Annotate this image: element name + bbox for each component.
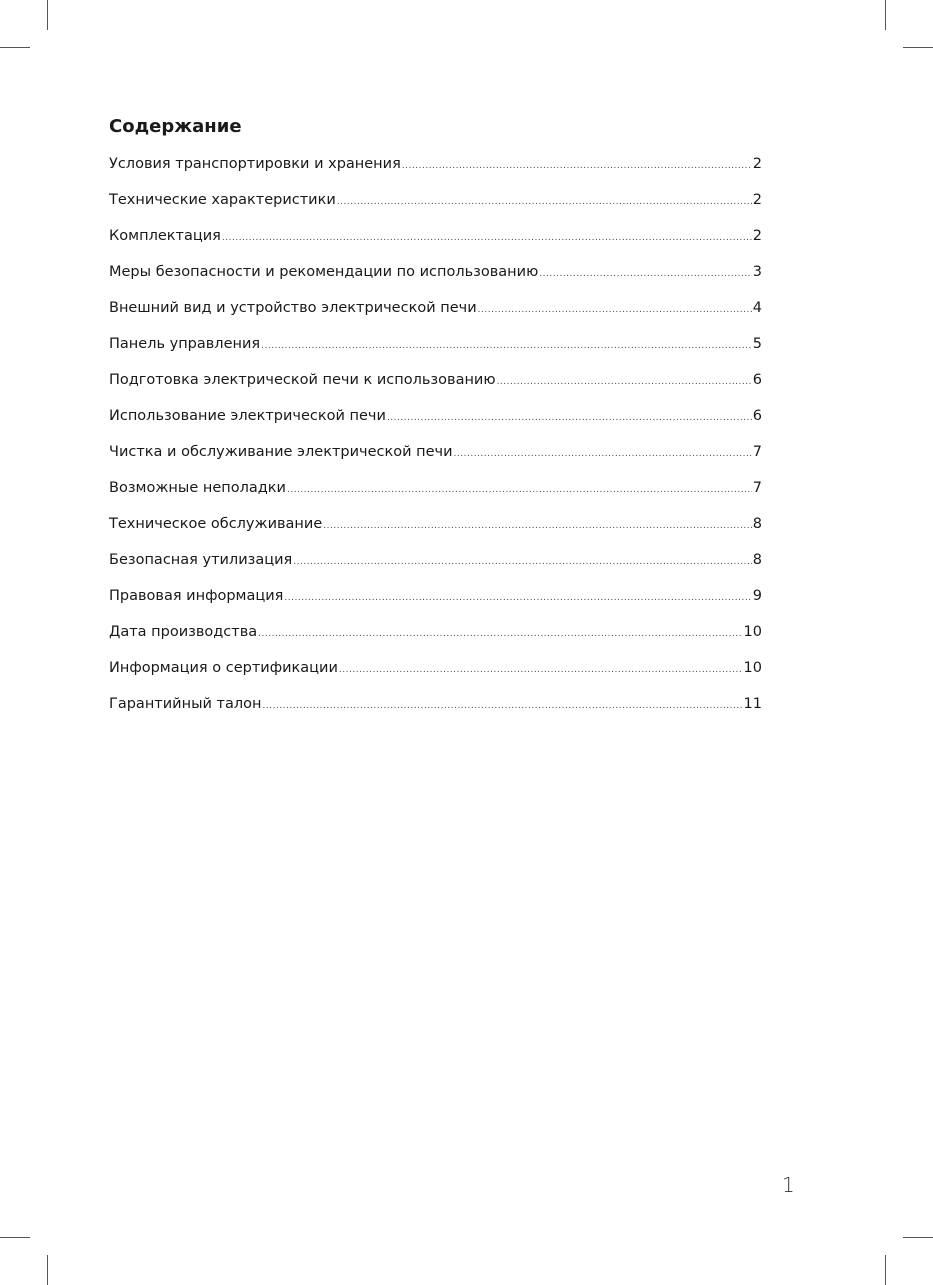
toc-dot-leader <box>263 694 743 718</box>
toc-entry-label: Меры безопасности и рекомендации по использованию <box>109 264 539 280</box>
toc-entry-label: Комплектация <box>109 228 221 244</box>
toc-entry[interactable] <box>109 296 762 332</box>
toc-dot-leader <box>293 550 752 574</box>
toc-entry-page: 2 <box>752 156 762 172</box>
toc-entry[interactable] <box>109 368 762 404</box>
toc-entry-page: 6 <box>752 408 762 424</box>
toc-entry-page: 3 <box>752 264 762 280</box>
toc-entry[interactable] <box>109 620 762 656</box>
crop-mark-top-right-vertical <box>885 0 886 30</box>
toc-list <box>109 152 762 728</box>
crop-mark-bottom-left-vertical <box>47 1255 48 1285</box>
toc-entry-page: 8 <box>752 552 762 568</box>
toc-dot-leader <box>222 226 752 250</box>
toc-entry-label: Техническое обслуживание <box>109 516 323 532</box>
toc-entry[interactable] <box>109 692 762 728</box>
toc-entry[interactable] <box>109 188 762 224</box>
toc-entry-label: Технические характеристики <box>109 192 336 208</box>
toc-entry-page: 5 <box>752 336 762 352</box>
toc-entry[interactable] <box>109 152 762 188</box>
page-number: 1 <box>782 1173 795 1197</box>
toc-entry-label: Возможные неполадки <box>109 480 286 496</box>
toc-dot-leader <box>454 442 752 466</box>
toc-entry-label: Безопасная утилизация <box>109 552 293 568</box>
toc-dot-leader <box>284 586 751 610</box>
toc-title: Содержание <box>109 116 242 137</box>
toc-entry-label: Гарантийный талон <box>109 696 262 712</box>
toc-entry-page: 10 <box>743 660 762 676</box>
toc-dot-leader <box>323 514 752 538</box>
toc-entry[interactable] <box>109 440 762 476</box>
toc-dot-leader <box>539 262 751 286</box>
toc-entry-label: Дата производства <box>109 624 258 640</box>
toc-dot-leader <box>337 190 752 214</box>
toc-entry[interactable] <box>109 656 762 692</box>
crop-mark-bottom-right-horizontal <box>903 1237 933 1238</box>
crop-mark-top-left-vertical <box>47 0 48 30</box>
toc-entry[interactable] <box>109 584 762 620</box>
toc-entry-label: Информация о сертификации <box>109 660 338 676</box>
toc-entry-page: 11 <box>743 696 762 712</box>
toc-entry-label: Условия транспортировки и хранения <box>109 156 401 172</box>
toc-dot-leader <box>339 658 743 682</box>
toc-entry[interactable] <box>109 224 762 260</box>
toc-entry-label: Использование электрической печи <box>109 408 386 424</box>
toc-entry-page: 2 <box>752 192 762 208</box>
toc-entry-page: 7 <box>752 444 762 460</box>
toc-dot-leader <box>497 370 752 394</box>
toc-entry-page: 10 <box>743 624 762 640</box>
toc-entry[interactable] <box>109 512 762 548</box>
toc-entry-page: 8 <box>752 516 762 532</box>
toc-entry-label: Правовая информация <box>109 588 284 604</box>
toc-entry[interactable] <box>109 404 762 440</box>
toc-dot-leader <box>261 334 752 358</box>
toc-entry-page: 4 <box>752 300 762 316</box>
crop-mark-top-right-horizontal <box>903 47 933 48</box>
toc-dot-leader <box>287 478 752 502</box>
toc-entry-page: 6 <box>752 372 762 388</box>
toc-entry[interactable] <box>109 476 762 512</box>
toc-entry-label: Чистка и обслуживание электрической печи <box>109 444 453 460</box>
toc-dot-leader <box>258 622 742 646</box>
toc-entry-label: Панель управления <box>109 336 261 352</box>
crop-mark-bottom-right-vertical <box>885 1255 886 1285</box>
toc-entry-page: 9 <box>752 588 762 604</box>
toc-entry-label: Подготовка электрической печи к использованию <box>109 372 496 388</box>
toc-entry-label: Внешний вид и устройство электрической печи <box>109 300 477 316</box>
table-of-contents <box>109 114 762 712</box>
crop-mark-top-left-horizontal <box>0 47 30 48</box>
toc-entry[interactable] <box>109 548 762 584</box>
toc-dot-leader <box>402 154 752 178</box>
toc-entry-page: 7 <box>752 480 762 496</box>
toc-entry[interactable] <box>109 260 762 296</box>
toc-entry-page: 2 <box>752 228 762 244</box>
toc-dot-leader <box>478 298 752 322</box>
toc-dot-leader <box>387 406 752 430</box>
crop-mark-bottom-left-horizontal <box>0 1237 30 1238</box>
toc-entry[interactable] <box>109 332 762 368</box>
